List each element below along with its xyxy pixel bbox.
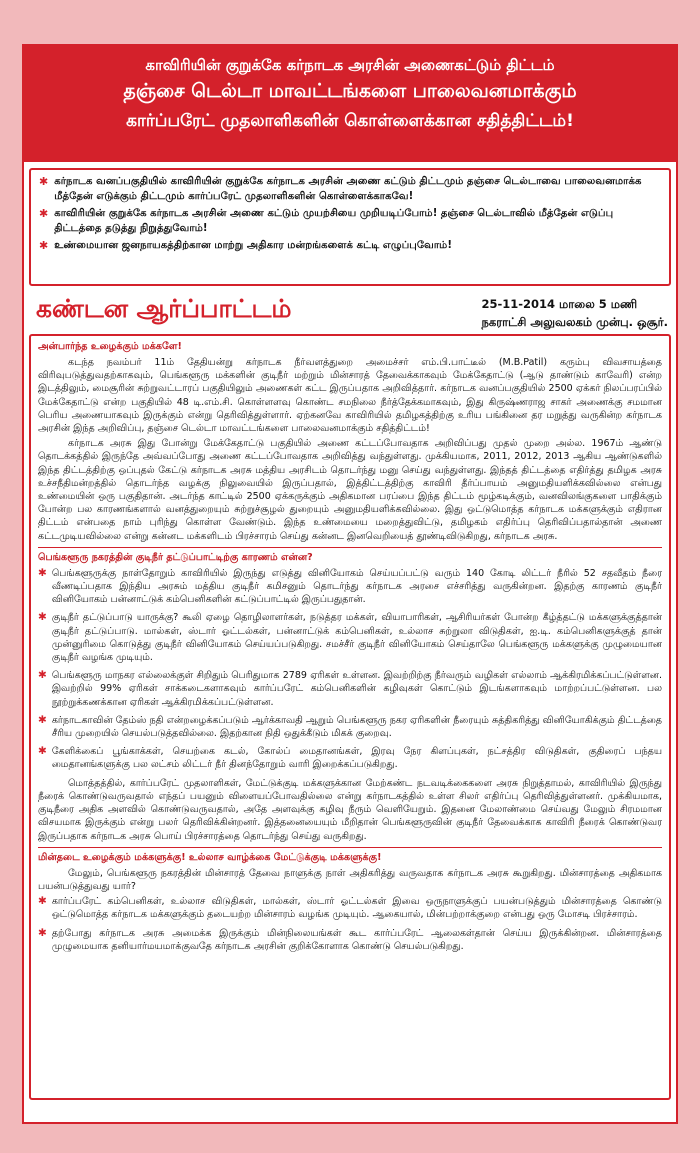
demand-text: உண்மையான ஜனநாயகத்திற்கான மாற்று அதிகார மன்றங்களைக் கட்டி எழுப்புவோம்! (54, 240, 453, 251)
list-item-text: கர்நாடகாவின் தேம்ஸ் நதி என்றழைக்கப்படும் ஆர்க்காவதி ஆறும் பெங்களூரு நகர ஏரிகளின் நீரையும் சுத்திகரித்து வினியோகிக்கும் திட்டத்தை சீரிய முறையில் செயல்படுத்தவில்லை. இதற்கான நிதி ஒதுக்கீடும் மிகக் குறைவு. (51, 714, 662, 740)
list-item (38, 745, 662, 771)
list-item (38, 927, 662, 953)
demand-item (39, 175, 661, 204)
protest-datetime: 25-11-2014 மாலை 5 மணி (481, 297, 638, 311)
demand-text: கர்நாடக வனப்பகுதியில் காவிரியின் குறுக்கே கர்நாடக அரசின் அணை கட்டும் திட்டமும் தஞ்சை டெல்டாவை பாலைவனமாக்க மீத்தேன் எடுக்கும் திட்டமும் கார்ப்பரேட் முதலாளிகளின் கொள்ளைக்காகவே! (54, 176, 642, 202)
paragraph: மொத்தத்தில், கார்ப்பரேட் முதலாளிகள், மேட்டுக்குடி மக்களுக்கான மேற்கண்ட நடவடிக்கைகளை அரசு நிறுத்தாமல், காவிரியில் இருந்து நீரைக் கொண்டுவருவதால் எந்தப் பயனும் விளையப்போவதில்லை என்று கர்நாடகத்தில் உள்ள சிலர் எதிர்ப்பு தெரிவித்துள்ளனர். முக்கியமாக, குடிநீரை அதிக அளவில் கொண்டுவருவதால், அதே அளவுக்கு கழிவு நீரும் வெளியேறும். இதனை மேலாண்மை செய்வது மேலும் சிரமமான விசயமாக இருக்கும் என்று பலர் தெரிவிக்கின்றனர். இத்தனையையும் மீறிதான் பெங்களூருவின் குடிநீர் தேவைக்காக காவிரி நீரைக் கொண்டுவர இருப்பதாக கர்நாடக அரசு பொய் பிரச்சாரத்தை தொடர்ந்து செய்து வருகிறது. (38, 777, 662, 842)
star-icon: ✱ (38, 669, 47, 682)
list-item (38, 714, 662, 740)
star-icon: ✱ (39, 175, 49, 188)
star-icon: ✱ (38, 611, 47, 624)
demand-text: காவிரியின் குறுக்கே கர்நாடக அரசின் அணை கட்டும் முயற்சியை முறியடிப்போம்! தஞ்சை டெல்டாவில் மீத்தேன் எடுப்பு திட்டத்தை தடுத்து நிறுத்துவோம்! (54, 208, 614, 234)
list-item (38, 669, 662, 709)
star-icon: ✱ (38, 713, 47, 726)
protest-title: கண்டன ஆர்ப்பாட்டம் (36, 294, 292, 323)
headline-line-1: காவிரியின் குறுக்கே கர்நாடக அரசின் அணைகட்டும் திட்டம் (145, 56, 555, 74)
list-item-text: கேளிக்கைப் பூங்காக்கள், செயற்கை கடல், கோல்ப் மைதானங்கள், இரவு நேர கிளப்புகள், நட்சத்திர விடுதிகள், குதிரைப் பந்தய மைதானங்களுக்கு பல லட்சம் லிட்டர் நீர் தினந்தோறும் வாரி இறைக்கப்படுகிறது. (51, 746, 662, 771)
star-icon: ✱ (38, 566, 47, 579)
headline-line-3: கார்ப்பரேட் முதலாளிகளின் கொள்ளைக்கான சதித்திட்டம்! (126, 111, 574, 131)
list-item-text: தற்போது கர்நாடக அரசு அமைக்க இருக்கும் மின்நிலையங்கள் கூட கார்ப்பரேட் ஆலைகள்தான் செய்ய இருக்கின்றன. மின்சாரத்தை முழுமையாக தனியார்மயமாக்குவதே கர்நாடக அரசின் குறிக்கோளாக கொண்டு செயல்படுகிறது. (51, 927, 662, 952)
star-icon: ✱ (39, 239, 49, 252)
paragraph: கடந்த நவம்பர் 11ம் தேதியன்று கர்நாடக நீர்வளத்துறை அமைச்சர் எம்.பி.பாட்டீல் (M.B.Patil) கரும்பு விவசாயத்தை விரிவுபடுத்துவதற்காகவும், பெங்களூரு மக்களின் குடிநீர் மற்றும் மின்சாரத் தேவைக்காகவும் மேக்கேதாட்டு (ஆடு தாண்டும் காவேரி) என்ற இடத்திலும், மைசூரின் சுற்றுவட்டாரப் பகுதியிலும் அணைகள் கட்ட இருப்பதாக அறிவித்தார். கர்நாடக வனப்பகுதியில் 2500 ஏக்கர் நிலப்பரப்பில் மேக்கேதாட்டு என்ற பகுதியில் 48 டி.எம்.சி. கொள்ளளவு கொண்ட சமநிலை நீர்த்தேக்கமாகவும், இது கிருஷ்ணராஜ சாகர் அணைக்கு சமமான பெரிய அணையாகவும் இருக்கும் என்று தெரிவித்துள்ளார். ஏற்கனவே காவிரியில் தமிழகத்திற்கு உரிய பங்கினை தர மறுத்து வருகின்ற கர்நாடக அரசின் இந்த அறிவிப்பு, தஞ்சை டெல்டா மாவட்டங்களை பாலைவனமாக்கும் சதித்திட்டம்! (38, 357, 662, 435)
protest-venue: நகராட்சி அலுவலகம் முன்பு. ஒசூர். (481, 315, 668, 329)
paragraph: மேலும், பெங்களூரு நகரத்தின் மின்சாரத் தேவை நாளுக்கு நாள் அதிகரித்து வருவதாக கர்நாடக அரசு கூறுகிறது. மின்சாரத்தை அதிகமாக பயன்படுத்துவது யார்? (38, 867, 662, 892)
section-heading: பெங்களூரு நகரத்தின் குடிநீர் தட்டுப்பாட்டிற்கு காரணம் என்ன? (38, 547, 662, 565)
protest-meta (481, 292, 668, 331)
demand-item (39, 207, 661, 236)
pamphlet-sheet (22, 44, 678, 1124)
list-item (38, 895, 662, 921)
protest-row (24, 286, 676, 330)
list-item-text: பெங்களூரு மாநகர எல்லைக்குள் சிறிதும் பெரிதுமாக 2789 ஏரிகள் உள்ளன. இவற்றிற்கு நீர்வரும் வழிகள் எல்லாம் ஆக்கிரமிக்கப்பட்டுள்ளன. இவற்றில் 99% ஏரிகள் சாக்கடைகளாகவும் கார்ப்பரேட் கம்பெனிகளின் கழிவுகள் கொட்டும் இடங்களாகவும் மாற்றப்பட்டுள்ளன. பல நூற்றுக்கணக்கான ஏரிகள் ஆக்கிரமிக்கப்பட்டுள்ளன. (51, 670, 662, 708)
star-icon: ✱ (39, 207, 49, 220)
headline-banner (24, 46, 676, 162)
headline-line-2: தஞ்சை டெல்டா மாவட்டங்களை பாலைவனமாக்கும் (123, 80, 577, 102)
star-icon: ✱ (38, 895, 47, 908)
star-icon: ✱ (38, 926, 47, 939)
list-item (38, 611, 662, 664)
demand-item (39, 239, 661, 254)
list-item-text: கார்ப்பரேட் கம்பெனிகள், உல்லாச விடுதிகள், மால்கள், ஸ்டார் ஓட்டல்கள் இவை ஒருநாளுக்குப் பயன்படுத்தும் மின்சாரத்தை கொண்டு ஒட்டுமொத்த கர்நாடக மக்களுக்கும் தடையற்ற மின்சாரம் வழங்க முடியும். ஆகையால், மின்பற்றாக்குறை என்பது ஒரு மோசடி பிரச்சாரம். (51, 896, 662, 921)
list-item-text: பெங்களூருக்கு நாள்தோறும் காவிரியில் இருந்து எடுத்து வினியோகம் செய்யப்பட்டு வரும் 140 கோடி லிட்டர் நீரில் 52 சதவீதம் நீரை வீணடிப்பதாக இந்திய அரசும் மத்திய குடிநீர் கமிசனும் தொடர்ந்து கர்நாடக அரசை எச்சரித்து வருகின்றன. இதற்கு காரணம் குடிநீர் வினியோகம் பன்னாட்டுக் கம்பெனிகளின் கட்டுப்பாட்டில் இருப்பதுதான். (51, 567, 662, 606)
article-body (29, 334, 671, 1100)
list-item (38, 567, 662, 607)
greeting: அன்பார்ந்த உழைக்கும் மக்களே! (38, 341, 182, 352)
demands-box (29, 168, 671, 286)
paragraph: கர்நாடக அரசு இது போன்று மேக்கேதாட்டு பகுதியில் அணை கட்டப்போவதாக அறிவிப்பது முதல் முறை அல்ல. 1967ம் ஆண்டு தொடக்கத்தில் இருந்தே அவ்வப்போது அணை கட்டப்போவதாக அறிவித்து வந்துள்ளது. முக்கியமாக, 2011, 2012, 2013 ஆகிய ஆண்டுகளில் இந்த திட்டத்திற்கு ஒப்புதல் கேட்டு கர்நாடக அரசு மத்திய அரசிடம் தொடர்ந்து மனு செய்து வந்துள்ளது. இந்தத் திட்டத்தை எதிர்த்து தமிழக அரசு உச்சநீதிமன்றத்தில் தொடர்ந்த வழக்கு நிலுவையில் இருப்பதால், இத்திட்டத்திற்கு காவிரி தீர்ப்பாயம் அனுமதியளிக்கவில்லை என்பது உண்மையின் ஒரு பகுதிதான். அடர்ந்த காட்டில் 2500 ஏக்கருக்கும் அதிகமான பரப்பை இந்த திட்டம் மூழ்கடிக்கும், வனவிலங்குகளை பாதிக்கும் போன்ற பல காரணங்களால் வனத்துறையும் சுற்றுச்சூழல் துறையும் அனுமதியளிக்கவில்லை. இது ஒட்டுமொத்த கர்நாடக மக்களுக்கும் எதிரான திட்டம் என்பதை நாம் புரிந்து கொள்ள வேண்டும். இந்த உண்மையை மறைத்துவிட்டு, தமிழகம் எதிர்ப்பு தெரிவிப்பதால்தான் அணை கட்டமுடியவில்லை என்று கன்னட மக்களிடம் பிரச்சாரம் செய்து கன்னட இனவெறியைத் தூண்டிவிடுகிறது, கர்நாடக அரசு. (38, 438, 662, 542)
list-item-text: குடிநீர் தட்டுப்பாடு யாருக்கு? கூலி ஏழை தொழிலாளர்கள், நடுத்தர மக்கள், வியாபாரிகள், ஆசிரியர்கள் போன்ற கீழ்த்தட்டு மக்களுக்குத்தான் குடிநீர் தட்டுப்பாடு. மால்கள், ஸ்டார் ஓட்டல்கள், பன்னாட்டுக் கம்பெனிகள், உல்லாச சுற்றுலா விடுதிகள், ஐ.டி. கம்பெனிகளுக்குத் தான் முன்னுரிமை கொடுத்து குடிநீர் வினியோகம் செய்யப்படுகிறது. சமச்சீர் குடிநீர் வினியோகம் செய்தாலே பெங்களூரு மக்களுக்கு முழுமையான குடிநீர் வழங்க முடியும். (51, 612, 662, 664)
star-icon: ✱ (38, 745, 47, 758)
section-heading: மின்தடை உழைக்கும் மக்களுக்கு! உல்லாச வாழ்க்கை மேட்டுக்குடி மக்களுக்கு! (38, 847, 662, 865)
